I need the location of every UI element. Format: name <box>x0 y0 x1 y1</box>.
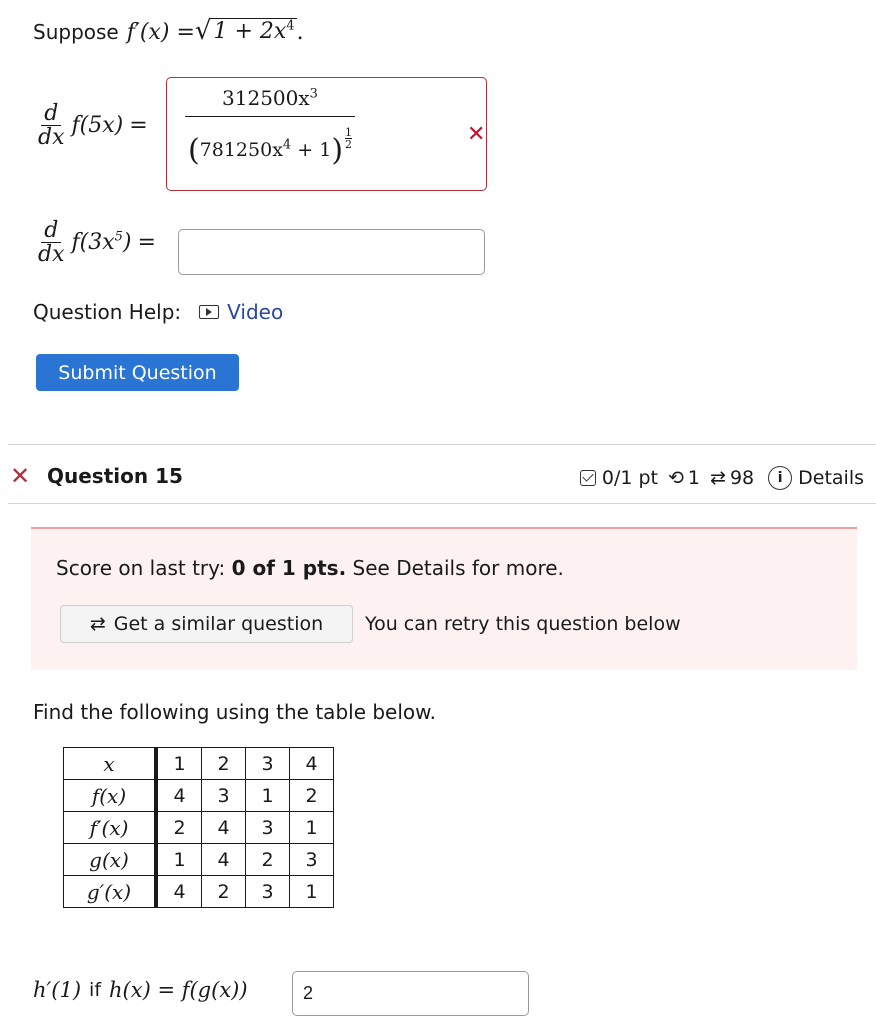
table-cell: 3 <box>246 812 290 844</box>
attempts-icon: ⇄ <box>710 467 726 489</box>
answer-den-plus: + 1 <box>297 139 332 161</box>
part1-answer-fraction <box>185 82 355 168</box>
table-cell: 2 <box>202 748 246 780</box>
part2-answer-input[interactable] <box>178 229 485 275</box>
video-link[interactable]: Video <box>227 300 284 324</box>
table-row <box>64 876 334 908</box>
given-end: . <box>296 20 304 45</box>
ddx-num-2: d <box>41 219 61 243</box>
divider-bottom <box>8 503 876 504</box>
part1-row <box>35 102 148 149</box>
submit-question-button[interactable]: Submit Question <box>36 354 239 391</box>
open-paren: ( <box>187 133 200 168</box>
help-label: Question Help: <box>33 300 182 324</box>
given-lhs: f′(x) = <box>126 20 195 45</box>
table-row <box>64 748 334 780</box>
table-cell: 3 <box>246 876 290 908</box>
divider-top <box>8 444 876 445</box>
part2-expr-b: ) <box>122 230 132 256</box>
answer-den-exp: 4 <box>282 137 292 153</box>
table-cell: 4 <box>290 748 334 780</box>
final-prompt <box>33 978 248 1002</box>
info-icon[interactable]: i <box>768 466 792 490</box>
answer-num-exp: 3 <box>309 86 318 102</box>
answer-denominator <box>188 117 352 168</box>
final-if: if <box>89 979 102 1001</box>
checkbox-score-icon <box>580 470 596 486</box>
answer-numerator <box>185 82 355 117</box>
radicand-exp: 4 <box>286 18 295 34</box>
table-row <box>64 844 334 876</box>
suppose-label: Suppose <box>33 20 119 44</box>
part1-equals: = <box>129 113 148 139</box>
answer-den-text: 781250x <box>199 139 283 161</box>
table-cell: 4 <box>156 780 202 812</box>
table-cell: 1 <box>290 876 334 908</box>
given-statement <box>33 18 304 45</box>
table-cell: 2 <box>156 812 202 844</box>
details-link[interactable]: Details <box>798 467 864 489</box>
question-status-x-icon: ✕ <box>10 462 31 490</box>
derivative-operator-2 <box>35 219 68 266</box>
question-meta <box>580 466 864 490</box>
swap-icon: ⇄ <box>89 613 106 635</box>
retry-icon: ⟲ <box>668 467 684 489</box>
table-cell: 2 <box>246 844 290 876</box>
table-cell: 4 <box>202 812 246 844</box>
table-cell: 4 <box>202 844 246 876</box>
table-cell: 2 <box>202 876 246 908</box>
retry-note: You can retry this question below <box>365 613 681 635</box>
table-row-label: g(x) <box>64 844 157 876</box>
question-prompt: Find the following using the table below. <box>33 700 437 724</box>
close-paren: ) <box>331 133 344 168</box>
table-cell: 3 <box>246 748 290 780</box>
answer-num-text: 312500x <box>222 86 310 110</box>
sqrt-symbol: √ <box>194 16 212 46</box>
table-cell: 1 <box>156 748 202 780</box>
ddx-den-2: dx <box>38 242 65 268</box>
table-cell: 1 <box>290 812 334 844</box>
ddx-den: dx <box>38 125 65 151</box>
table-row-label: f(x) <box>64 780 157 812</box>
incorrect-x-icon: ✕ <box>467 122 486 147</box>
part2-expr-exp: 5 <box>114 229 123 245</box>
derivative-operator <box>35 102 68 149</box>
similar-button-label: Get a similar question <box>113 613 324 635</box>
final-rhs: h(x) = f(g(x)) <box>109 978 248 1002</box>
table-row <box>64 780 334 812</box>
table-row-label: x <box>64 748 157 780</box>
score-points: 0/1 pt <box>601 467 658 489</box>
part2-row <box>35 219 156 266</box>
sqrt-radicand <box>211 18 296 44</box>
video-icon[interactable] <box>199 305 219 319</box>
part2-expression <box>72 230 132 255</box>
power-den: 2 <box>345 138 353 151</box>
attempts-count: 98 <box>729 467 755 489</box>
part2-equals: = <box>137 230 156 256</box>
table-cell: 3 <box>290 844 334 876</box>
table-cell: 1 <box>156 844 202 876</box>
table-row-label: f′(x) <box>64 812 157 844</box>
final-lhs: h′(1) <box>33 978 82 1002</box>
final-answer-input[interactable] <box>292 971 529 1016</box>
score-suffix: See Details for more. <box>352 556 564 580</box>
part1-expression: f(5x) <box>71 113 124 139</box>
given-sqrt <box>195 18 297 44</box>
table-row <box>64 812 334 844</box>
table-cell: 3 <box>202 780 246 812</box>
radicand-text: 1 + 2x <box>213 19 287 44</box>
values-table <box>63 747 334 908</box>
table-cell: 2 <box>290 780 334 812</box>
retry-count: 1 <box>687 467 701 489</box>
score-summary <box>56 556 564 580</box>
power-num: 1 <box>345 126 353 139</box>
get-similar-question-button[interactable] <box>60 605 353 643</box>
score-value: 0 of 1 pts. <box>231 556 347 580</box>
table-row-label: g′(x) <box>64 876 157 908</box>
ddx-num: d <box>41 102 61 126</box>
score-panel <box>31 527 857 670</box>
question-title: Question 15 <box>47 464 183 488</box>
score-prefix: Score on last try: <box>56 556 226 580</box>
answer-power <box>345 127 352 150</box>
part2-expr-a: f(3x <box>71 230 115 256</box>
table-cell: 1 <box>246 780 290 812</box>
table-cell: 4 <box>156 876 202 908</box>
question-help <box>33 300 283 324</box>
